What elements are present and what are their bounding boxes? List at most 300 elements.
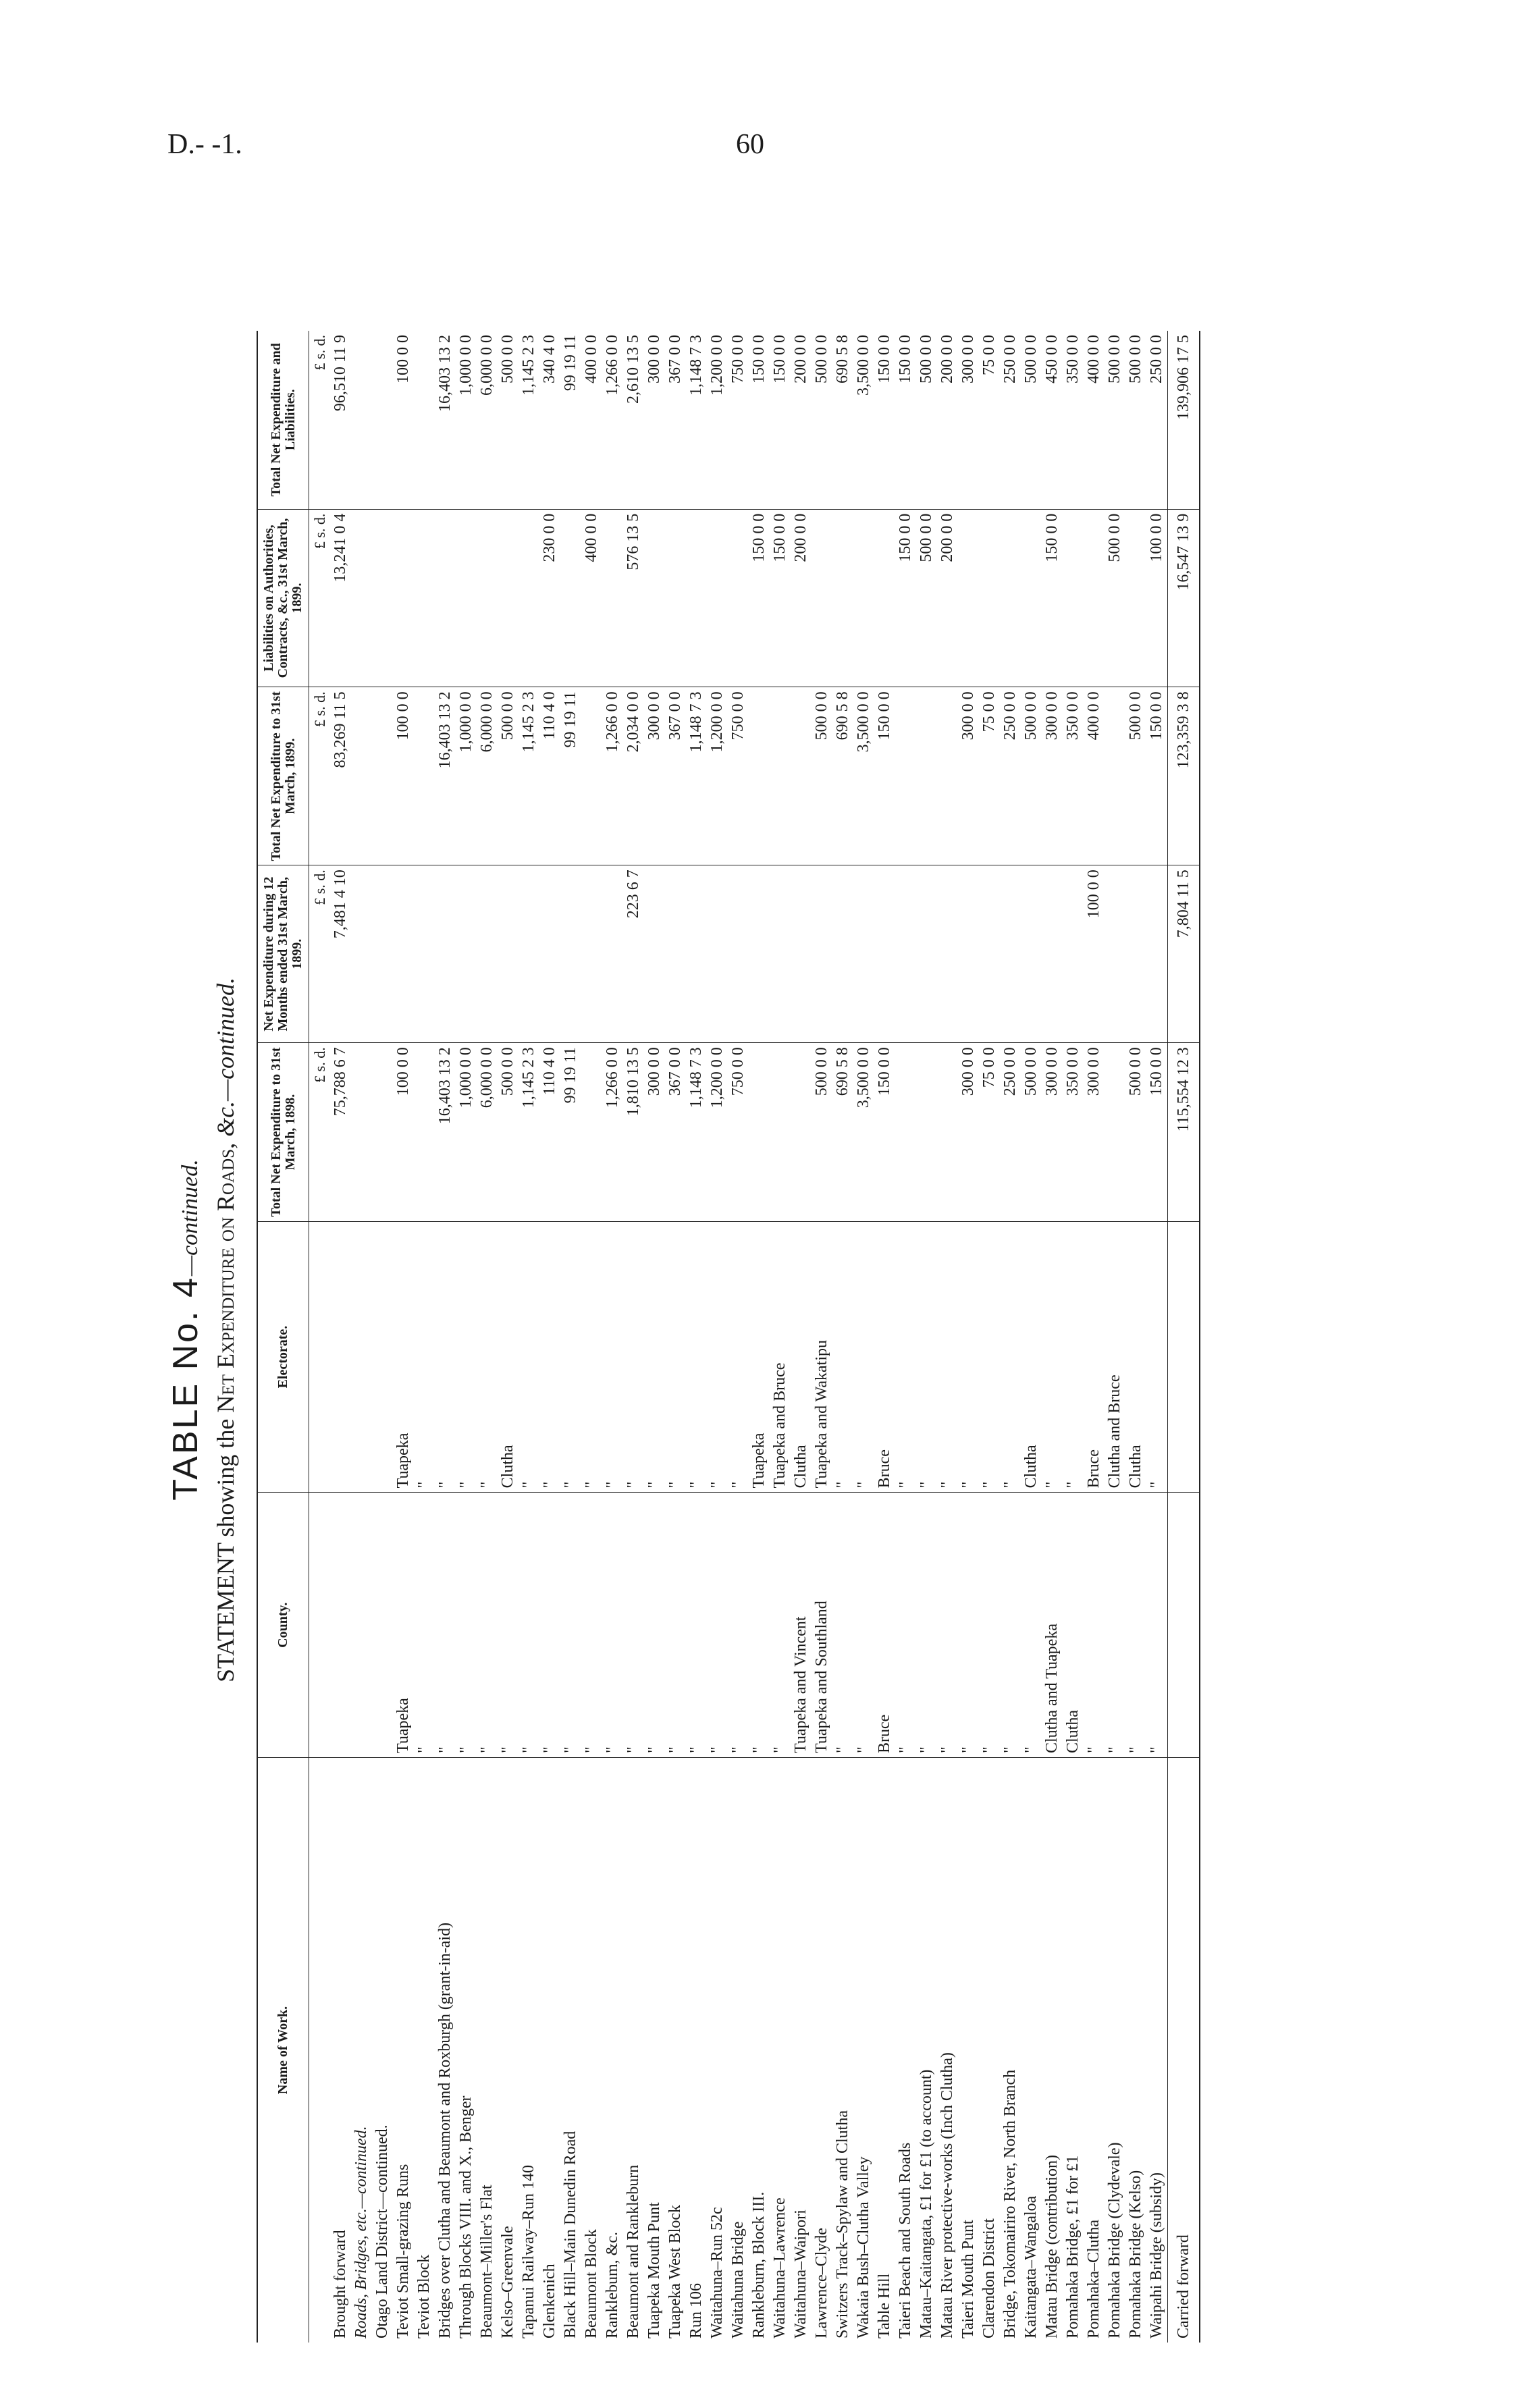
total-1898-cell: 500 0 0 (498, 1043, 519, 1222)
total-liabilities-cell: 1,145 2 3 (519, 331, 539, 509)
total-1898-cell: 16,403 13 2 (435, 1043, 456, 1222)
total-liabilities-cell: 150 0 0 (770, 331, 791, 509)
net-1899-cell (749, 865, 770, 1043)
total-1898-cell: 690 5 8 (832, 1043, 853, 1222)
liabilities-cell (832, 509, 853, 687)
net-1899-cell (979, 865, 1000, 1043)
total-1898-cell: 1,145 2 3 (519, 1043, 539, 1222)
net-1899-cell: 223 6 7 (623, 865, 644, 1043)
work-name-cell: Table Hill (876, 2273, 893, 2338)
total-1899-sum: 123,359 3 8 (1168, 687, 1200, 865)
table-row (1146, 331, 1168, 2343)
total-1899-cell: 500 0 0 (1125, 687, 1146, 865)
work-name-cell: Through Blocks VIII. and X., Benger (457, 2095, 475, 2338)
total-1899-cell: 75 0 0 (979, 687, 1000, 865)
total-1899-cell: 300 0 0 (644, 687, 665, 865)
total-1899-cell: 1,145 2 3 (519, 687, 539, 865)
electorate-cell (330, 1221, 351, 1493)
liabilities-cell (686, 509, 707, 687)
work-name-cell: Kaitangata–Wangaloa (1022, 2195, 1040, 2338)
county-cell: " (644, 1493, 665, 1758)
net-1899-cell (351, 865, 372, 1043)
liabilities-cell (519, 509, 539, 687)
total-1899-cell (351, 687, 372, 865)
units-label: £ s. d. (309, 1043, 331, 1222)
total-1898-cell: 500 0 0 (1125, 1043, 1146, 1222)
electorate-cell: " (728, 1221, 749, 1493)
electorate-cell: " (560, 1221, 581, 1493)
net-1899-cell (728, 865, 749, 1043)
county-cell: " (853, 1493, 874, 1758)
total-liabilities-cell: 2,610 13 5 (623, 331, 644, 509)
total-liabilities-cell: 690 5 8 (832, 331, 853, 509)
electorate-cell: Tuapeka and Bruce (770, 1221, 791, 1493)
total-liabilities-cell: 400 0 0 (1084, 331, 1105, 509)
total-liabilities-cell: 100 0 0 (393, 331, 414, 509)
total-1898-cell: 75 0 0 (979, 1043, 1000, 1222)
subtitle-smallcaps: Net Expenditure on Roads, (212, 1142, 239, 1413)
work-name-cell: Teviot Block (415, 2254, 433, 2338)
table-row (937, 331, 958, 2343)
total-1898-cell: 100 0 0 (393, 1043, 414, 1222)
total-1898-cell (770, 1043, 791, 1222)
total-1899-cell: 83,269 11 5 (330, 687, 351, 865)
electorate-cell: " (686, 1221, 707, 1493)
total-1899-cell: 367 0 0 (665, 687, 686, 865)
table-row (330, 331, 351, 2343)
table-row (1125, 331, 1146, 2343)
net-1899-cell (791, 865, 812, 1043)
table-row (728, 331, 749, 2343)
electorate-cell: " (895, 1221, 916, 1493)
table-body (309, 331, 1200, 2343)
work-name-cell: Run 106 (687, 2282, 705, 2338)
total-liabilities-cell: 750 0 0 (728, 331, 749, 509)
net-1899-cell (539, 865, 560, 1043)
total-1898-cell: 1,000 0 0 (456, 1043, 477, 1222)
work-name-cell: Clarendon District (980, 2218, 998, 2338)
table-row (749, 331, 770, 2343)
table-row (770, 331, 791, 2343)
net-1899-cell (456, 865, 477, 1043)
total-1898-cell: 99 19 11 (560, 1043, 581, 1222)
liabilities-cell: 200 0 0 (937, 509, 958, 687)
table-row (519, 331, 539, 2343)
work-name-cell: Tuapeka Mouth Punt (645, 2202, 663, 2338)
county-cell: " (937, 1493, 958, 1758)
net-1899-cell (560, 865, 581, 1043)
liabilities-cell (644, 509, 665, 687)
blank-cell (1168, 1493, 1200, 1758)
total-1898-cell (351, 1043, 372, 1222)
blank-cell (1168, 1221, 1200, 1493)
total-1898-cell: 250 0 0 (1000, 1043, 1021, 1222)
table-row (539, 331, 560, 2343)
total-1898-cell: 110 4 0 (539, 1043, 560, 1222)
county-cell: " (1084, 1493, 1105, 1758)
liabilities-cell: 200 0 0 (791, 509, 812, 687)
work-name-cell: Beaumont Block (583, 2229, 600, 2338)
work-name-cell: Beaumont and Rankleburn (624, 2164, 642, 2338)
liabilities-cell (979, 509, 1000, 687)
liabilities-cell (665, 509, 686, 687)
county-cell: " (895, 1493, 916, 1758)
total-liabilities-cell: 96,510 11 9 (330, 331, 351, 509)
liabilities-cell (498, 509, 519, 687)
rotated-table-page (145, 317, 1293, 2343)
county-cell: " (477, 1493, 498, 1758)
total-1899-cell (770, 687, 791, 865)
electorate-cell: " (958, 1221, 979, 1493)
total-1898-cell (791, 1043, 812, 1222)
total-1898-cell: 750 0 0 (728, 1043, 749, 1222)
county-cell: " (456, 1493, 477, 1758)
total-liabilities-cell (351, 331, 372, 509)
total-liabilities-cell: 500 0 0 (1105, 331, 1125, 509)
electorate-cell: " (623, 1221, 644, 1493)
work-name-cell: Pomahaka Bridge (Clydevale) (1106, 2142, 1123, 2338)
net-1899-cell (393, 865, 414, 1043)
total-1898-cell: 500 0 0 (812, 1043, 832, 1222)
liabilities-cell (602, 509, 623, 687)
liabilities-cell (1125, 509, 1146, 687)
total-1899-cell: 350 0 0 (1063, 687, 1084, 865)
units-row (309, 331, 331, 2343)
county-cell: Tuapeka (393, 1493, 414, 1758)
electorate-cell: " (477, 1221, 498, 1493)
total-1898-cell: 300 0 0 (1042, 1043, 1063, 1222)
header-total-liabilities: Total Net Expenditure and Liabilities. (257, 331, 309, 509)
total-1898-cell (937, 1043, 958, 1222)
total-1899-cell: 110 4 0 (539, 687, 560, 865)
total-1898-cell: 367 0 0 (665, 1043, 686, 1222)
work-name-cell: Otago Land District—continued. (373, 2124, 391, 2338)
county-cell: Bruce (874, 1493, 895, 1758)
work-name-cell: Matau–Kaitangata, £1 for £1 (to account) (918, 2069, 935, 2338)
table-row (1063, 331, 1084, 2343)
electorate-cell: Clutha (498, 1221, 519, 1493)
total-liabilities-cell: 250 0 0 (1000, 331, 1021, 509)
table-row (1021, 331, 1042, 2343)
total-liabilities-cell: 350 0 0 (1063, 331, 1084, 509)
work-name-cell: Roads, Bridges, etc.—continued. (352, 2126, 370, 2338)
total-liabilities-cell: 450 0 0 (1042, 331, 1063, 509)
work-name-cell: Rankleburn, Block III. (750, 2191, 768, 2338)
work-name-cell: Matau Bridge (contribution) (1043, 2155, 1061, 2338)
net-1899-cell (895, 865, 916, 1043)
total-liabilities-cell: 1,000 0 0 (456, 331, 477, 509)
liabilities-cell: 400 0 0 (581, 509, 602, 687)
county-cell: " (749, 1493, 770, 1758)
table-row (916, 331, 937, 2343)
table-row (686, 331, 707, 2343)
electorate-cell: " (1000, 1221, 1021, 1493)
liabilities-cell (393, 509, 414, 687)
county-cell: " (1125, 1493, 1146, 1758)
electorate-cell (372, 1221, 393, 1493)
total-1898-cell: 300 0 0 (644, 1043, 665, 1222)
net-1899-cell (477, 865, 498, 1043)
net-1899-cell: 100 0 0 (1084, 865, 1105, 1043)
electorate-cell: Tuapeka and Wakatipu (812, 1221, 832, 1493)
net-1899-cell (665, 865, 686, 1043)
total-1898-sum: 115,554 12 3 (1168, 1043, 1200, 1222)
county-cell: " (1021, 1493, 1042, 1758)
county-cell: " (1146, 1493, 1168, 1758)
table-row (644, 331, 665, 2343)
net-1899-cell (435, 865, 456, 1043)
net-1899-cell (372, 865, 393, 1043)
work-name-cell: Ranklebum, &c. (604, 2232, 621, 2338)
table-row (435, 331, 456, 2343)
total-1898-cell (414, 1043, 435, 1222)
liabilities-cell (812, 509, 832, 687)
table-row (853, 331, 874, 2343)
total-1899-cell: 6,000 0 0 (477, 687, 498, 865)
work-name-cell: Pomahaka–Clutha (1085, 2220, 1102, 2338)
total-1898-cell: 300 0 0 (958, 1043, 979, 1222)
table-row (581, 331, 602, 2343)
work-name-cell: Bridge, Tokomairiro River, North Branch (1001, 2069, 1019, 2338)
units-label: £ s. d. (309, 865, 331, 1043)
liabilities-cell: 500 0 0 (1105, 509, 1125, 687)
total-1899-cell: 150 0 0 (874, 687, 895, 865)
net-1899-cell (874, 865, 895, 1043)
county-cell: " (414, 1493, 435, 1758)
total-1899-cell (749, 687, 770, 865)
carried-forward-label: Carried forward (1168, 1758, 1200, 2343)
total-1899-cell: 99 19 11 (560, 687, 581, 865)
electorate-cell: " (937, 1221, 958, 1493)
liabilities-cell (372, 509, 393, 687)
table-row (560, 331, 581, 2343)
total-liabilities-cell: 6,000 0 0 (477, 331, 498, 509)
subtitle-prefix: STATEMENT showing the (212, 1418, 239, 1683)
expenditure-table (257, 331, 1200, 2343)
county-cell: " (979, 1493, 1000, 1758)
work-name-cell: Taieri Beach and South Roads (897, 2142, 914, 2338)
total-liabilities-cell: 500 0 0 (812, 331, 832, 509)
total-1899-cell (895, 687, 916, 865)
county-cell: Clutha (1063, 1493, 1084, 1758)
header-total-1899: Total Net Expenditure to 31st March, 1899. (257, 687, 309, 865)
electorate-cell (351, 1221, 372, 1493)
header-name: Name of Work. (257, 1758, 309, 2343)
county-cell: " (435, 1493, 456, 1758)
total-1898-cell (581, 1043, 602, 1222)
liabilities-cell (874, 509, 895, 687)
liabilities-cell (1000, 509, 1021, 687)
net-1899-cell (414, 865, 435, 1043)
total-1898-cell: 150 0 0 (874, 1043, 895, 1222)
total-1898-cell: 1,200 0 0 (707, 1043, 728, 1222)
table-row (1105, 331, 1125, 2343)
total-1898-cell: 300 0 0 (1084, 1043, 1105, 1222)
table-row (1042, 331, 1063, 2343)
electorate-cell: Tuapeka (393, 1221, 414, 1493)
net-1899-cell (937, 865, 958, 1043)
electorate-cell: " (519, 1221, 539, 1493)
liabilities-cell (435, 509, 456, 687)
liabilities-cell: 230 0 0 (539, 509, 560, 687)
county-cell (372, 1493, 393, 1758)
total-1898-cell: 3,500 0 0 (853, 1043, 874, 1222)
electorate-cell: Tuapeka (749, 1221, 770, 1493)
total-1899-cell: 400 0 0 (1084, 687, 1105, 865)
liabilities-cell: 13,241 0 4 (330, 509, 351, 687)
electorate-cell: " (1063, 1221, 1084, 1493)
total-1899-cell: 500 0 0 (498, 687, 519, 865)
total-liabilities-sum: 139,906 17 5 (1168, 331, 1200, 509)
net-1899-cell (498, 865, 519, 1043)
total-1899-cell: 1,000 0 0 (456, 687, 477, 865)
liabilities-cell (707, 509, 728, 687)
electorate-cell: " (665, 1221, 686, 1493)
total-1898-cell: 500 0 0 (1021, 1043, 1042, 1222)
net-1899-cell (1146, 865, 1168, 1043)
page-number: 60 (736, 129, 764, 160)
work-name-cell: Waitahuna–Run 52c (708, 2207, 726, 2338)
total-1898-cell: 1,148 7 3 (686, 1043, 707, 1222)
liabilities-sum: 16,547 13 9 (1168, 509, 1200, 687)
total-1899-cell: 300 0 0 (1042, 687, 1063, 865)
county-cell: " (707, 1493, 728, 1758)
net-1899-cell (853, 865, 874, 1043)
table-row (1000, 331, 1021, 2343)
liabilities-cell (477, 509, 498, 687)
total-1898-cell (749, 1043, 770, 1222)
county-cell: " (519, 1493, 539, 1758)
total-1898-cell: 6,000 0 0 (477, 1043, 498, 1222)
total-liabilities-cell: 1,148 7 3 (686, 331, 707, 509)
header-county: County. (257, 1493, 309, 1758)
electorate-cell: " (414, 1221, 435, 1493)
units-label: £ s. d. (309, 509, 331, 687)
county-cell: " (958, 1493, 979, 1758)
electorate-cell: " (456, 1221, 477, 1493)
table-row (979, 331, 1000, 2343)
total-liabilities-cell: 1,266 0 0 (602, 331, 623, 509)
header-total-1898: Total Net Expenditure to 31st March, 1898. (257, 1043, 309, 1222)
total-1899-cell (414, 687, 435, 865)
units-blank (309, 1221, 331, 1493)
net-1899-cell (686, 865, 707, 1043)
total-liabilities-cell: 16,403 13 2 (435, 331, 456, 509)
work-name-cell: Waitahuna Bridge (729, 2221, 747, 2338)
total-liabilities-cell: 1,200 0 0 (707, 331, 728, 509)
total-liabilities-cell: 150 0 0 (874, 331, 895, 509)
table-row (602, 331, 623, 2343)
total-liabilities-cell (414, 331, 435, 509)
total-liabilities-cell: 150 0 0 (895, 331, 916, 509)
work-name-cell: Black Hill–Main Dunedin Road (562, 2131, 579, 2338)
work-name-cell: Brought forward (331, 2230, 349, 2338)
table-row (456, 331, 477, 2343)
total-1899-cell: 3,500 0 0 (853, 687, 874, 865)
electorate-cell: " (644, 1221, 665, 1493)
net-1899-cell (707, 865, 728, 1043)
table-row (414, 331, 435, 2343)
electorate-cell: Bruce (874, 1221, 895, 1493)
header-liabilities: Liabilities on Authorities, Contracts, &c., 31st March, 1899. (257, 509, 309, 687)
total-liabilities-cell: 367 0 0 (665, 331, 686, 509)
work-name-cell: Kelso–Greenvale (499, 2226, 516, 2338)
net-1899-cell (1021, 865, 1042, 1043)
work-name-cell: Taieri Mouth Punt (959, 2220, 977, 2338)
total-liabilities-cell: 500 0 0 (1021, 331, 1042, 509)
table-row (393, 331, 414, 2343)
total-1899-cell: 500 0 0 (812, 687, 832, 865)
total-1898-cell (372, 1043, 393, 1222)
total-1899-cell (916, 687, 937, 865)
electorate-cell: " (832, 1221, 853, 1493)
total-liabilities-cell: 300 0 0 (958, 331, 979, 509)
electorate-cell: " (602, 1221, 623, 1493)
county-cell: " (832, 1493, 853, 1758)
header-row (257, 331, 309, 2343)
electorate-cell: " (1146, 1221, 1168, 1493)
table-title-main: TABLE No. 4 (166, 1276, 205, 1501)
net-1899-cell (1042, 865, 1063, 1043)
liabilities-cell (958, 509, 979, 687)
county-cell: " (1105, 1493, 1125, 1758)
table-row (623, 331, 644, 2343)
table-row (351, 331, 372, 2343)
liabilities-cell (351, 509, 372, 687)
total-1899-cell (1105, 687, 1125, 865)
total-1899-cell: 150 0 0 (1146, 687, 1168, 865)
county-cell: " (539, 1493, 560, 1758)
total-1898-cell (895, 1043, 916, 1222)
electorate-cell: " (581, 1221, 602, 1493)
net-1899-cell (602, 865, 623, 1043)
work-name-cell: Pomahaka Bridge, £1 for £1 (1064, 2155, 1082, 2338)
table-row (958, 331, 979, 2343)
header-electorate: Electorate. (257, 1221, 309, 1493)
county-cell: " (602, 1493, 623, 1758)
total-1898-cell: 350 0 0 (1063, 1043, 1084, 1222)
liabilities-cell: 576 13 5 (623, 509, 644, 687)
net-1899-cell (1000, 865, 1021, 1043)
liabilities-cell (853, 509, 874, 687)
liabilities-cell (1021, 509, 1042, 687)
liabilities-cell (728, 509, 749, 687)
total-liabilities-cell: 200 0 0 (791, 331, 812, 509)
net-1899-cell (581, 865, 602, 1043)
total-1899-cell (372, 687, 393, 865)
total-liabilities-cell (372, 331, 393, 509)
county-cell: " (1000, 1493, 1021, 1758)
total-liabilities-cell: 500 0 0 (1125, 331, 1146, 509)
work-name-cell: Switzers Track–Spylaw and Clutha (834, 2110, 851, 2338)
total-1899-cell: 100 0 0 (393, 687, 414, 865)
liabilities-cell (1063, 509, 1084, 687)
work-name-cell: Bridges over Clutha and Beaumont and Roxburgh (grant-in-aid) (436, 1922, 454, 2338)
net-1899-cell (644, 865, 665, 1043)
county-cell: " (728, 1493, 749, 1758)
total-1899-cell: 1,148 7 3 (686, 687, 707, 865)
table-row (707, 331, 728, 2343)
work-name-cell: Tuapeka West Block (666, 2204, 684, 2338)
total-1899-cell (581, 687, 602, 865)
electorate-cell: " (979, 1221, 1000, 1493)
electorate-cell: Clutha and Bruce (1105, 1221, 1125, 1493)
subtitle-suffix: &c.—continued. (212, 977, 239, 1137)
net-1899-cell (812, 865, 832, 1043)
total-liabilities-cell: 300 0 0 (644, 331, 665, 509)
total-1898-cell (916, 1043, 937, 1222)
table-row (665, 331, 686, 2343)
